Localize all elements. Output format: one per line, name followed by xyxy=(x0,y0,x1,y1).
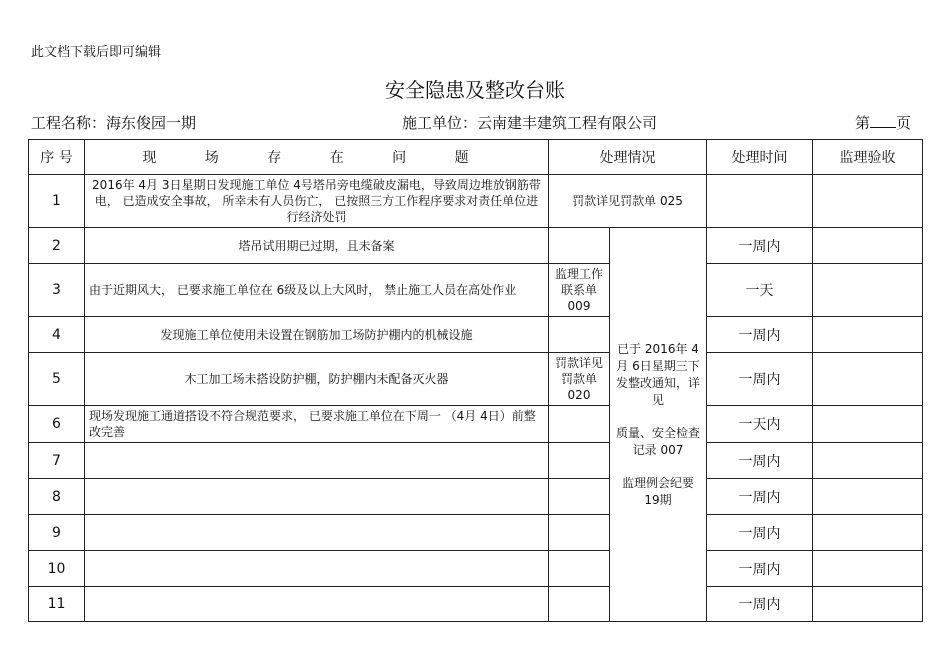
row-number: 4 xyxy=(29,317,85,353)
header-issue-label: 现 场 存 在 问 题 xyxy=(142,150,491,166)
table-row xyxy=(29,406,923,443)
table-row xyxy=(29,443,923,479)
handling-cell: 监理工作联系单 009 xyxy=(549,264,610,317)
row-number: 11 xyxy=(29,587,85,622)
handling-cell xyxy=(549,587,610,622)
handling-cell xyxy=(549,443,610,479)
handling-cell xyxy=(549,317,610,353)
time-cell: 一周内 xyxy=(707,228,813,264)
acceptance-cell xyxy=(813,587,923,622)
row-number: 5 xyxy=(29,353,85,406)
time-cell: 一周内 xyxy=(707,353,813,406)
issue-cell xyxy=(85,551,549,587)
header-acceptance: 监理验收 xyxy=(813,140,923,175)
header-handling: 处理情况 xyxy=(549,140,707,175)
table-row xyxy=(29,479,923,515)
issue-cell xyxy=(85,443,549,479)
page-number xyxy=(855,112,911,133)
issue-cell: 塔吊试用期已过期，且未备案 xyxy=(85,228,549,264)
construction-unit: 施工单位：云南建丰建筑工程有限公司 xyxy=(402,114,658,132)
acceptance-cell xyxy=(813,515,923,551)
acceptance-cell xyxy=(813,175,923,228)
issue-cell: 木工加工场未搭设防护棚，防护棚内未配备灭火器 xyxy=(85,353,549,406)
header-row xyxy=(29,140,923,175)
row-number: 1 xyxy=(29,175,85,228)
project-name: 工程名称：海东俊园一期 xyxy=(31,114,197,132)
acceptance-cell xyxy=(813,479,923,515)
time-cell: 一周内 xyxy=(707,443,813,479)
row-number: 10 xyxy=(29,551,85,587)
issue-cell: 发现施工单位使用未设置在钢筋加工场防护棚内的机械设施 xyxy=(85,317,549,353)
time-cell: 一周内 xyxy=(707,479,813,515)
issue-cell xyxy=(85,587,549,622)
merged-note-line1: 已于 2016年 4月 6日星期三下发整改通知，详见 xyxy=(615,341,700,407)
time-cell: 一周内 xyxy=(707,587,813,622)
acceptance-cell xyxy=(813,551,923,587)
table-row xyxy=(29,587,923,622)
table-row xyxy=(29,353,923,406)
rectification-ledger-table xyxy=(28,139,923,622)
handling-cell: 罚款详见罚款单 020 xyxy=(549,353,610,406)
acceptance-cell xyxy=(813,228,923,264)
handling-cell xyxy=(549,515,610,551)
page-prefix: 第 xyxy=(855,114,871,132)
issue-cell xyxy=(85,515,549,551)
row-number: 6 xyxy=(29,406,85,443)
header-no: 序 号 xyxy=(29,140,85,175)
handling-cell xyxy=(549,479,610,515)
merged-handling-note xyxy=(610,228,707,622)
table-row xyxy=(29,317,923,353)
page-number-blank xyxy=(870,113,896,128)
row-number: 9 xyxy=(29,515,85,551)
issue-cell: 2016年 4月 3日星期日发现施工单位 4号塔吊旁电缆破皮漏电，导致周边堆放钢筋带电， 已造成安全事故， 所幸未有人员伤亡， 已按照三方工作程序要求对责任单位进行经济处罚 xyxy=(85,175,549,228)
table-row xyxy=(29,264,923,317)
handling-cell xyxy=(549,406,610,443)
row-number: 7 xyxy=(29,443,85,479)
time-cell: 一周内 xyxy=(707,551,813,587)
table-row xyxy=(29,515,923,551)
acceptance-cell xyxy=(813,317,923,353)
time-cell: 一天 xyxy=(707,264,813,317)
page-suffix: 页 xyxy=(896,114,912,132)
handling-cell xyxy=(549,228,610,264)
handling-cell xyxy=(549,551,610,587)
issue-cell: 现场发现施工通道搭设不符合规范要求， 已要求施工单位在下周一 （4月 4日）前整改完善 xyxy=(85,406,549,443)
header-issue xyxy=(85,140,549,175)
acceptance-cell xyxy=(813,264,923,317)
table-row xyxy=(29,551,923,587)
time-cell: 一天内 xyxy=(707,406,813,443)
acceptance-cell xyxy=(813,406,923,443)
table-row xyxy=(29,228,923,264)
row-number: 3 xyxy=(29,264,85,317)
time-cell: 一周内 xyxy=(707,515,813,551)
handling-cell: 罚款详见罚款单 025 xyxy=(549,175,707,228)
watermark-text: 此文档下载后即可编辑 xyxy=(31,45,162,60)
issue-cell: 由于近期风大， 已要求施工单位在 6级及以上大风时， 禁止施工人员在高处作业 xyxy=(85,264,549,317)
merged-note-line2: 质量、安全检查记录 007 xyxy=(615,425,700,457)
header-time: 处理时间 xyxy=(707,140,813,175)
acceptance-cell xyxy=(813,443,923,479)
acceptance-cell xyxy=(813,353,923,406)
row-number: 2 xyxy=(29,228,85,264)
issue-cell xyxy=(85,479,549,515)
row-number: 8 xyxy=(29,479,85,515)
merged-note-line3: 监理例会纪要 19期 xyxy=(621,475,694,507)
table-row xyxy=(29,175,923,228)
time-cell: 一周内 xyxy=(707,317,813,353)
time-cell xyxy=(707,175,813,228)
page-title: 安全隐患及整改台账 xyxy=(385,78,565,102)
